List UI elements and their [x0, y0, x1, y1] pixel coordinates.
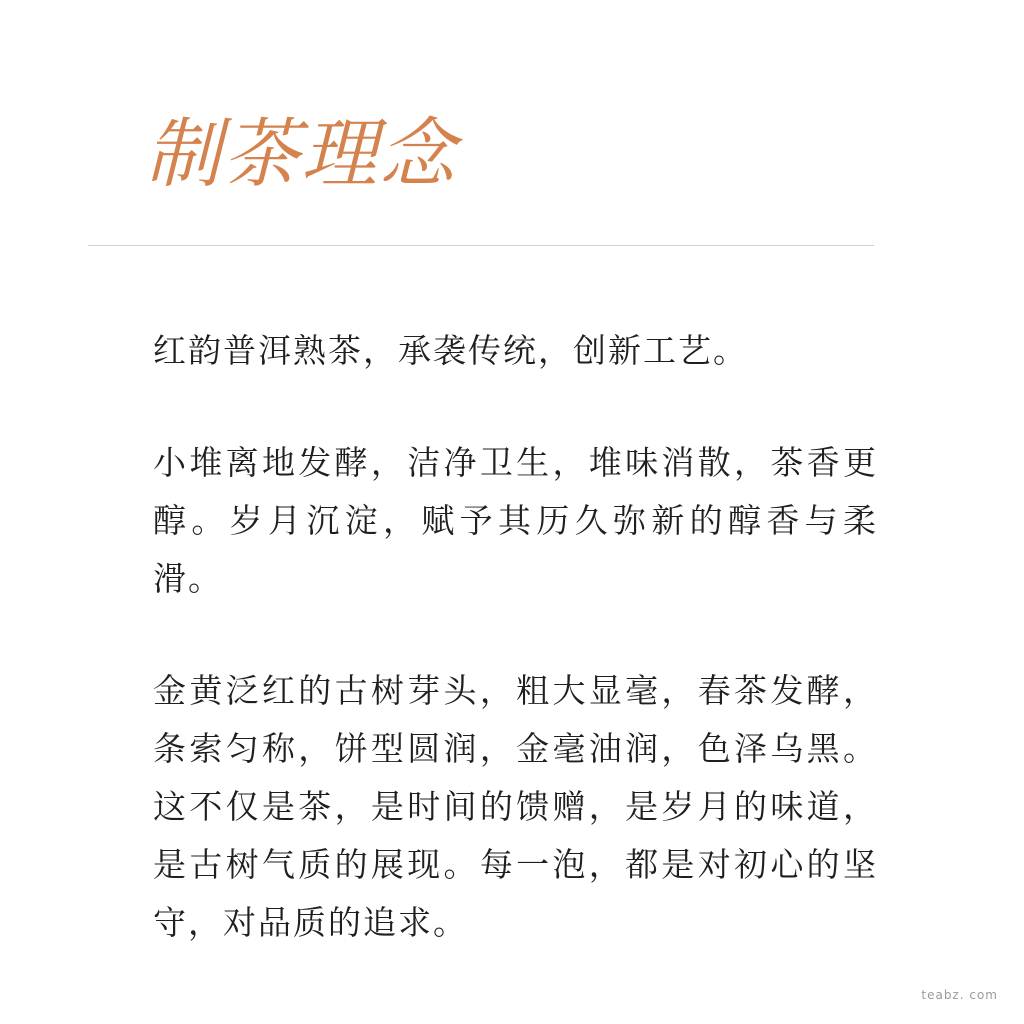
page-title: 制茶理念: [145, 109, 457, 198]
watermark: teabz. com: [921, 988, 998, 1002]
title-divider: [88, 245, 874, 246]
article-body: [153, 322, 878, 1006]
paragraph-fermentation: 小堆离地发酵，洁净卫生，堆味消散，茶香更醇。岁月沉淀，赋予其历久弥新的醇香与柔滑。: [153, 443, 878, 598]
paragraph-intro: 红韵普洱熟茶，承袭传统，创新工艺。: [153, 331, 748, 370]
paragraph-leaf-quality: 金黄泛红的古树芽头，粗大显毫，春茶发酵，条索匀称，饼型圆润，金毫油润，色泽乌黑。这不仅是茶，是时间的馈赠，是岁月的味道，是古树气质的展现。每一泡，都是对初心的坚守，对品质的追求。: [153, 671, 878, 942]
